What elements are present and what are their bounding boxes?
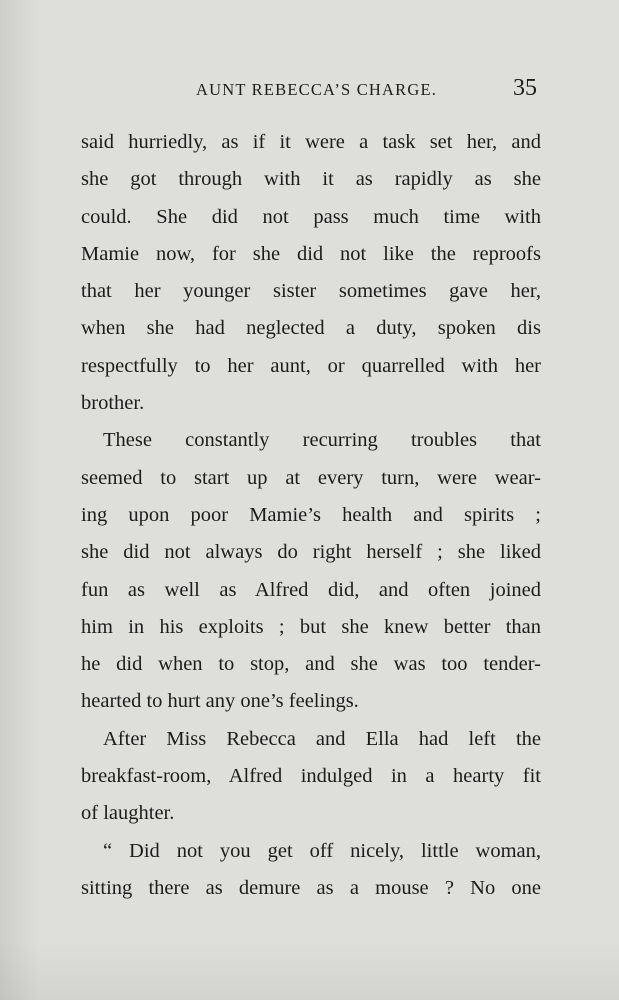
text-line: that her younger sister sometimes gave her,: [81, 280, 541, 303]
page-number: 35: [513, 75, 537, 101]
text-line: could. She did not pass much time with: [81, 205, 541, 228]
text-line: he did when to stop, and she was too tender-: [81, 653, 541, 676]
running-title: AUNT REBECCA’S CHARGE.: [196, 80, 438, 99]
text-line: fun as well as Alfred did, and often joined: [81, 578, 541, 601]
running-head: [0, 75, 619, 108]
text-line: brother.: [81, 392, 145, 415]
text-line: when she had neglected a duty, spoken dis: [81, 317, 541, 340]
text-line: These constantly recurring troubles that: [103, 429, 541, 452]
text-line: him in his exploits ; but she knew better than: [81, 615, 541, 638]
text-line: sitting there as demure as a mouse ? No one: [81, 876, 541, 899]
text-line: she got through with it as rapidly as she: [81, 168, 541, 191]
text-line: she did not always do right herself ; she liked: [81, 541, 541, 564]
text-line: respectfully to her aunt, or quarrelled with her: [81, 354, 541, 377]
text-line: seemed to start up at every turn, were wear-: [81, 466, 541, 489]
text-line: of laughter.: [81, 802, 175, 825]
text-line: Mamie now, for she did not like the reproofs: [81, 242, 541, 265]
text-line: breakfast-room, Alfred indulged in a hearty fit: [81, 765, 541, 788]
text-line: said hurriedly, as if it were a task set her, and: [81, 131, 541, 153]
body-text: [81, 124, 541, 907]
text-line: “ Did not you get off nicely, little woman,: [103, 839, 541, 862]
text-line: hearted to hurt any one’s feelings.: [81, 690, 359, 713]
text-line: ing upon poor Mamie’s health and spirits ;: [81, 503, 541, 526]
text-line: After Miss Rebecca and Ella had left the: [103, 727, 541, 750]
